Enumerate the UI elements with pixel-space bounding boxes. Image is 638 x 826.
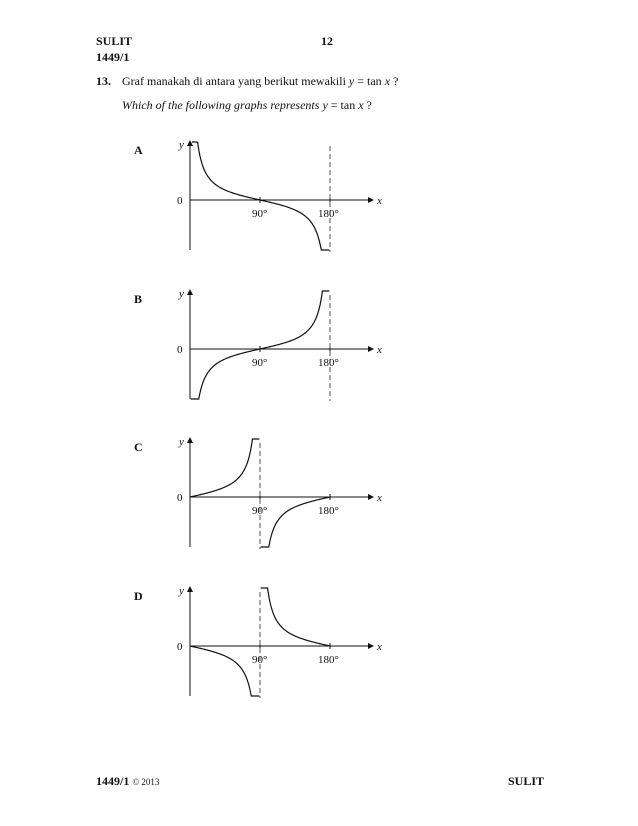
- option-a-label: A: [134, 143, 143, 157]
- y-axis-arrow: [187, 140, 193, 146]
- header-sulit: SULIT: [96, 34, 133, 48]
- curve-series: [261, 588, 330, 646]
- origin-label: 0: [177, 344, 183, 356]
- x-axis-label: x: [377, 344, 382, 356]
- x-tick-label-180: 180°: [318, 654, 339, 666]
- y-axis-label: y: [179, 436, 184, 448]
- x-tick-label-90: 90°: [252, 357, 268, 369]
- x-axis-arrow: [368, 494, 374, 500]
- x-tick-label-90: 90°: [252, 654, 268, 666]
- origin-label: 0: [177, 195, 183, 207]
- x-axis-arrow: [368, 643, 374, 649]
- question-english: Which of the following graphs represents y = tan x ?: [122, 98, 372, 112]
- question-malay: Graf manakah di antara yang berikut mewakili y = tan x ?: [122, 74, 399, 88]
- curve-series: [191, 291, 330, 399]
- curve-series: [190, 646, 259, 696]
- x-tick-label-180: 180°: [318, 505, 339, 517]
- y-axis-arrow: [187, 437, 193, 443]
- footer-code: 1449/1 © 2013: [96, 774, 160, 788]
- footer-sulit: SULIT: [508, 774, 545, 788]
- x-axis-label: x: [377, 492, 382, 504]
- graph-d: [170, 584, 390, 704]
- origin-label: 0: [177, 641, 183, 653]
- curve-series: [192, 142, 329, 250]
- y-axis-label: y: [179, 139, 184, 151]
- y-axis-arrow: [187, 289, 193, 295]
- option-b-label: B: [134, 292, 143, 306]
- x-tick-label-180: 180°: [318, 357, 339, 369]
- y-axis-label: y: [179, 288, 184, 300]
- x-tick-label-180: 180°: [318, 208, 339, 220]
- x-axis-arrow: [368, 197, 374, 203]
- option-c-label: C: [134, 440, 143, 454]
- x-tick-label-90: 90°: [252, 505, 268, 517]
- question-number: 13.: [96, 74, 111, 88]
- x-axis-label: x: [377, 195, 382, 207]
- x-axis-arrow: [368, 346, 374, 352]
- x-tick-label-90: 90°: [252, 208, 268, 220]
- curve-series: [190, 439, 259, 497]
- origin-label: 0: [177, 492, 183, 504]
- x-axis-label: x: [377, 641, 382, 653]
- graph-b: [170, 287, 390, 407]
- y-axis-label: y: [179, 585, 184, 597]
- graph-c: [170, 435, 390, 555]
- page-number: 12: [321, 34, 333, 48]
- y-axis-arrow: [187, 586, 193, 592]
- graph-a: [170, 138, 390, 258]
- option-d-label: D: [134, 589, 143, 603]
- header-paper-code: 1449/1: [96, 50, 130, 64]
